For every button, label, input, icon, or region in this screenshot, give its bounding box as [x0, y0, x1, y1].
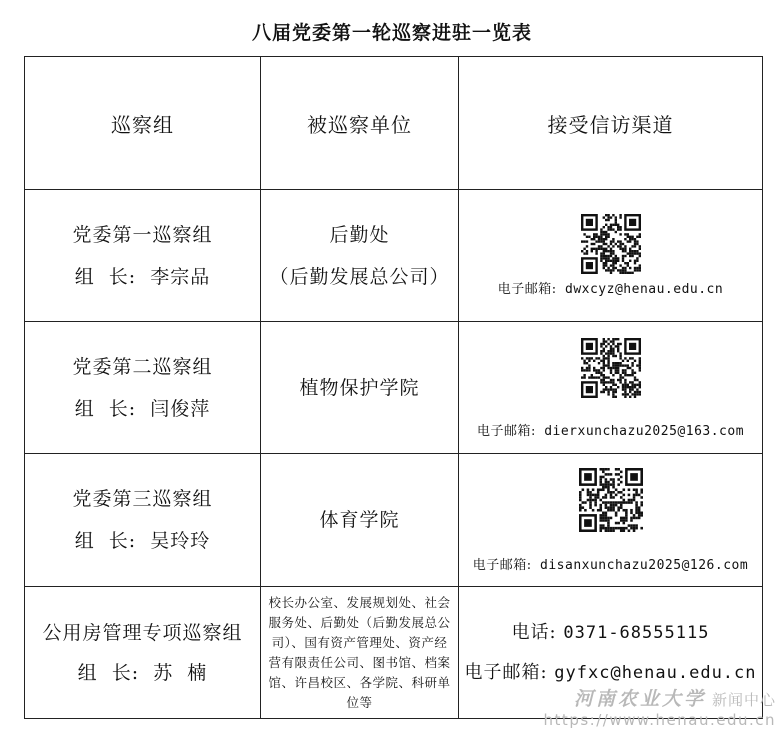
email-label: 电子邮箱:	[476, 424, 536, 439]
header-inspected-unit: 被巡察单位	[261, 57, 459, 190]
table-header-row	[25, 57, 763, 190]
unit-name: 植物保护学院	[299, 376, 420, 399]
watermark-url: https://www.henau.edu.cn	[543, 711, 776, 729]
group-leader: 组 长: 苏 楠	[77, 661, 208, 684]
table-row	[25, 454, 763, 587]
group-name: 公用房管理专项巡察组	[42, 621, 243, 644]
unit-list: 校长办公室、发展规划处、社会服务处、后勤处（后勤发展总公司）、国有资产管理处、资产经营有限责任公司、图书馆、档案馆、许昌校区、各学院、科研单位等	[268, 594, 451, 710]
unit-cell	[261, 454, 459, 587]
phone-label: 电话:	[511, 621, 557, 643]
email-label: 电子邮箱:	[472, 557, 532, 573]
qr-code-icon[interactable]	[579, 468, 643, 532]
unit-cell	[261, 587, 459, 719]
phone-line	[459, 613, 762, 653]
watermark	[544, 684, 776, 729]
contact-cell	[459, 454, 763, 587]
header-inspection-group: 巡察组	[25, 57, 261, 190]
table-row	[25, 322, 763, 454]
watermark-logo	[544, 684, 776, 711]
email-address[interactable]: dierxunchazu2025@163.com	[544, 424, 745, 439]
qr-code-icon[interactable]	[581, 214, 641, 274]
unit-cell	[261, 190, 459, 322]
email-line	[459, 554, 762, 573]
email-line	[459, 420, 762, 439]
group-cell	[25, 190, 261, 322]
group-cell	[25, 587, 261, 719]
group-name: 党委第三巡察组	[72, 488, 213, 510]
unit-cell	[261, 322, 459, 454]
page-title: 八届党委第一轮巡察进驻一览表	[251, 22, 532, 44]
unit-name: 后勤处	[329, 223, 390, 246]
table-row	[25, 190, 763, 322]
group-cell	[25, 322, 261, 454]
email-address[interactable]: dwxcyz@henau.edu.cn	[565, 282, 724, 297]
unit-name: 体育学院	[319, 509, 400, 531]
email-line	[459, 278, 762, 297]
group-name: 党委第一巡察组	[72, 223, 213, 246]
header-petition-channel: 接受信访渠道	[459, 57, 763, 190]
group-name: 党委第二巡察组	[72, 355, 213, 378]
email-address[interactable]: gyfxc@henau.edu.cn	[554, 662, 757, 683]
unit-name-sub: （后勤发展总公司）	[269, 265, 450, 288]
email-address[interactable]: disanxunchazu2025@126.com	[540, 557, 749, 573]
contact-cell	[459, 190, 763, 322]
email-label: 电子邮箱:	[464, 661, 548, 683]
group-leader: 组 长: 李宗品	[74, 265, 211, 288]
contact-cell	[459, 322, 763, 454]
group-cell	[25, 454, 261, 587]
phone-number[interactable]: 0371-68555115	[563, 622, 710, 643]
group-leader: 组 长: 闫俊萍	[74, 397, 211, 420]
email-label: 电子邮箱:	[497, 282, 557, 297]
watermark-name: 河南农业大学	[573, 688, 706, 710]
watermark-tag: 新闻中心	[711, 691, 776, 709]
inspection-table	[24, 56, 763, 719]
qr-code-icon[interactable]	[581, 338, 641, 398]
group-leader: 组 长: 吴玲玲	[74, 530, 211, 552]
